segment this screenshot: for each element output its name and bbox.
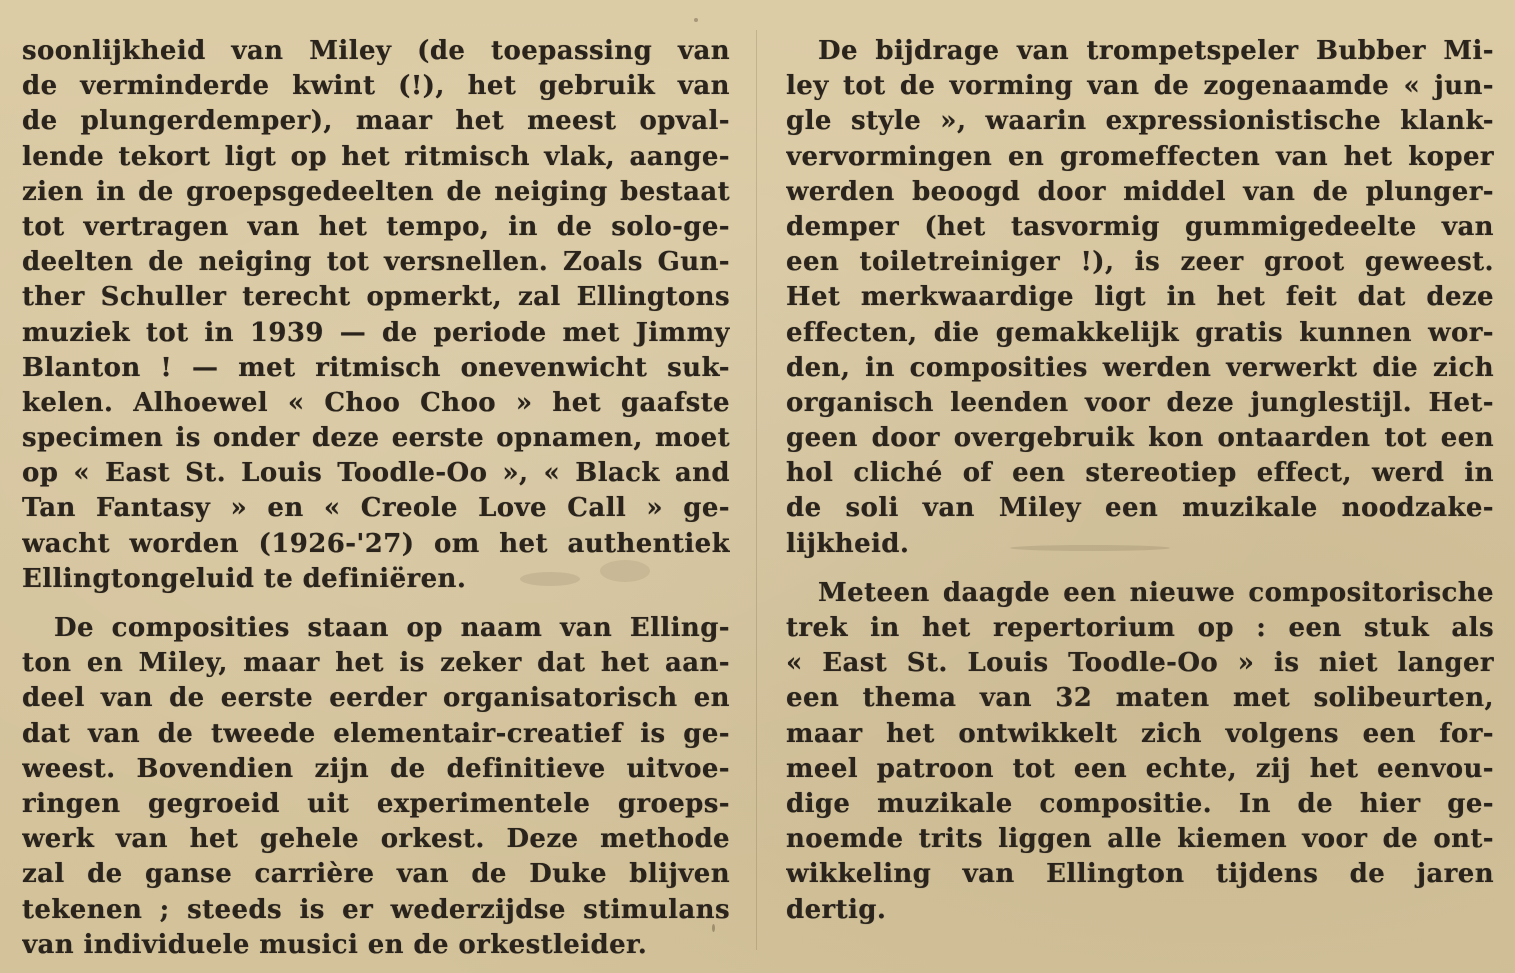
text-line: zal de ganse carrière van de Duke blijven: [22, 859, 730, 890]
text-line: noemde trits liggen alle kiemen voor de ont-: [786, 824, 1494, 855]
text-line: weest. Bovendien zijn de definitieve uitvoe-: [22, 753, 730, 784]
text-line: ton en Miley, maar het is zeker dat het aan-: [22, 648, 730, 679]
text-line: soonlijkheid van Miley (de toepassing van: [22, 36, 730, 66]
text-line: trek in het repertorium op : een stuk als: [786, 613, 1494, 643]
text-line: Blanton ! — met ritmisch onevenwicht suk-: [22, 352, 730, 383]
text-line: ther Schuller terecht opmerkt, zal Ellingtons: [22, 282, 730, 313]
text-line: wacht worden (1926-'27) om het authentiek: [22, 528, 730, 559]
print-speck: [694, 18, 698, 22]
print-speck: [600, 560, 650, 582]
text-line: dertig.: [786, 894, 887, 925]
text-line: meel patroon tot een echte, zij het eenvou-: [786, 753, 1494, 784]
right-column: [786, 34, 1494, 928]
text-line: een thema van 32 maten met solibeurten,: [786, 683, 1494, 714]
print-speck: [712, 924, 715, 932]
text-line: werk van het gehele orkest. Deze methode: [22, 824, 730, 855]
column-divider: [756, 30, 757, 950]
paragraph-gap: [22, 597, 730, 611]
text-line: lende tekort ligt op het ritmisch vlak, aange-: [22, 141, 730, 172]
print-speck: [520, 572, 580, 586]
text-line: geen door overgebruik kon ontaarden tot een: [786, 423, 1494, 454]
print-speck: [1010, 545, 1170, 551]
right-paragraph-1: [786, 34, 1494, 562]
text-line: Meteen daagde een nieuwe compositorische: [818, 577, 1494, 608]
text-line: lijkheid.: [786, 528, 910, 559]
text-line: de verminderde kwint (!), het gebruik van: [22, 71, 730, 102]
text-line: specimen is onder deze eerste opnamen, moet: [22, 423, 730, 454]
text-line: organisch leenden voor deze junglestijl. Het-: [786, 387, 1494, 418]
text-line: vervormingen en gromeffecten van het koper: [786, 141, 1494, 172]
text-line: ley tot de vorming van de zogenaamde « jun-: [786, 71, 1494, 102]
text-line: De bijdrage van trompetspeler Bubber Mi-: [818, 36, 1494, 66]
text-line: « East St. Louis Toodle-Oo » is niet langer: [786, 648, 1494, 679]
text-line: deel van de eerste eerder organisatorisch en: [22, 683, 730, 714]
text-line: de soli van Miley een muzikale noodzake-: [786, 493, 1494, 524]
text-line: gle style », waarin expressionistische klank-: [786, 106, 1494, 137]
text-line: zien in de groepsgedeelten de neiging bestaat: [22, 176, 730, 207]
text-line: maar het ontwikkelt zich volgens een for-: [786, 718, 1494, 749]
text-line: tekenen ; steeds is er wederzijdse stimulans: [22, 894, 730, 925]
text-line: demper (het tasvormig gummigedeelte van: [786, 211, 1494, 242]
text-line: tot vertragen van het tempo, in de solo-ge-: [22, 211, 730, 242]
text-line: wikkeling van Ellington tijdens de jaren: [786, 859, 1494, 890]
text-line: dat van de tweede elementair-creatief is ge-: [22, 718, 730, 749]
text-line: Ellingtongeluid te definiëren.: [22, 563, 467, 594]
text-line: ringen gegroeid uit experimentele groeps-: [22, 788, 730, 819]
text-line: werden beoogd door middel van de plunger-: [786, 176, 1494, 207]
left-column: [22, 34, 730, 963]
text-line: effecten, die gemakkelijk gratis kunnen wor-: [786, 317, 1494, 348]
text-line: Tan Fantasy » en « Creole Love Call » ge-: [22, 493, 730, 524]
paragraph-gap: [786, 562, 1494, 576]
text-line: een toiletreiniger !), is zeer groot geweest.: [786, 247, 1494, 278]
text-line: van individuele musici en de orkestleider.: [22, 929, 648, 960]
text-line: De composities staan op naam van Elling-: [54, 613, 730, 643]
text-line: Het merkwaardige ligt in het feit dat deze: [786, 282, 1494, 313]
text-line: op « East St. Louis Toodle-Oo », « Black and: [22, 458, 730, 489]
text-line: hol cliché of een stereotiep effect, werd in: [786, 458, 1494, 489]
text-line: den, in composities werden verwerkt die zich: [786, 352, 1494, 383]
text-line: kelen. Alhoewel « Choo Choo » het gaafste: [22, 387, 730, 418]
text-line: deelten de neiging tot versnellen. Zoals Gun-: [22, 247, 730, 278]
text-line: muziek tot in 1939 — de periode met Jimmy: [22, 317, 730, 348]
left-paragraph-1: [22, 34, 730, 597]
left-paragraph-2: [22, 611, 730, 963]
text-line: de plungerdemper), maar het meest opval-: [22, 106, 730, 137]
text-line: dige muzikale compositie. In de hier ge-: [786, 788, 1494, 819]
right-paragraph-2: [786, 576, 1494, 928]
